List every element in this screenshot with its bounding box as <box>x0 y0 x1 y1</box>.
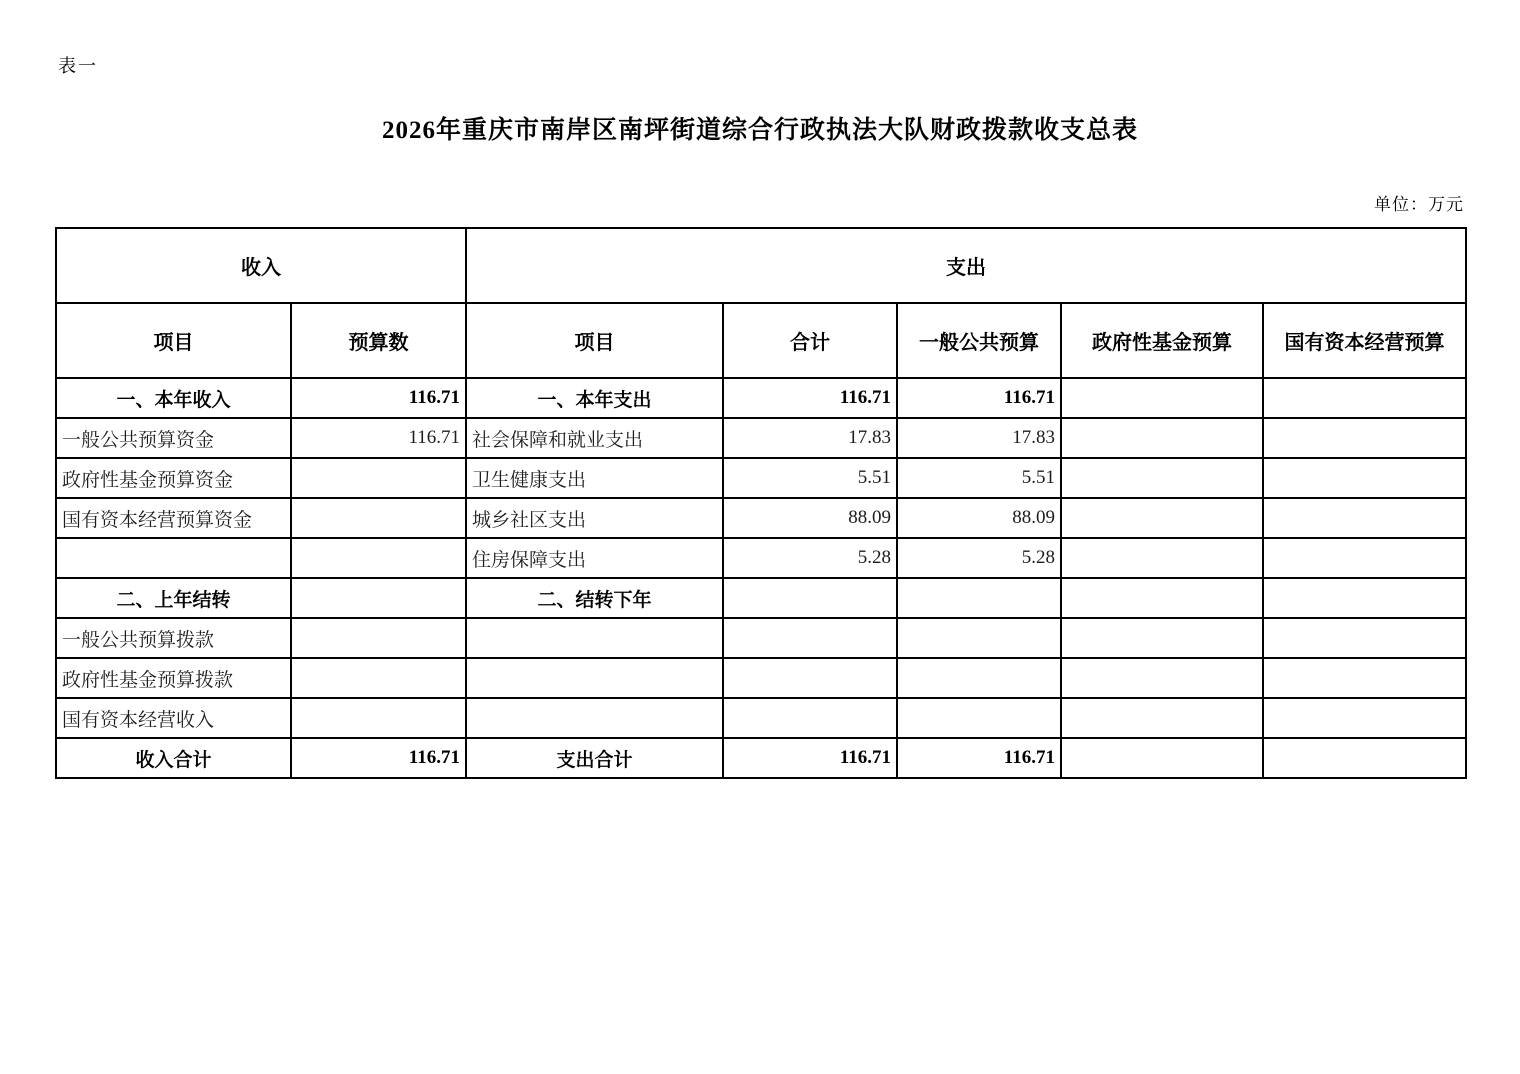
income-value-cell <box>291 658 466 698</box>
general-public-budget-cell: 116.71 <box>897 378 1061 418</box>
income-value-cell: 116.71 <box>291 738 466 778</box>
income-budget-column-header: 预算数 <box>291 303 466 378</box>
table-row <box>56 458 1466 498</box>
expense-item-cell: 社会保障和就业支出 <box>466 418 723 458</box>
table-row <box>56 378 1466 418</box>
expense-total-cell: 5.51 <box>723 458 897 498</box>
general-public-budget-cell <box>897 658 1061 698</box>
income-item-column-header: 项目 <box>56 303 291 378</box>
expense-item-cell: 二、结转下年 <box>466 578 723 618</box>
unit-note: 单位：万元 <box>1374 195 1464 215</box>
income-value-cell: 116.71 <box>291 418 466 458</box>
state-capital-budget-column-header: 国有资本经营预算 <box>1263 303 1466 378</box>
state-capital-budget-cell <box>1263 578 1466 618</box>
income-item-cell: 政府性基金预算资金 <box>56 458 291 498</box>
general-public-budget-cell <box>897 618 1061 658</box>
expense-total-cell: 116.71 <box>723 738 897 778</box>
expense-item-cell: 住房保障支出 <box>466 538 723 578</box>
state-capital-budget-cell <box>1263 618 1466 658</box>
expense-total-cell <box>723 698 897 738</box>
income-value-cell: 116.71 <box>291 378 466 418</box>
expense-item-column-header: 项目 <box>466 303 723 378</box>
gov-fund-budget-cell <box>1061 538 1263 578</box>
income-item-cell: 一般公共预算拨款 <box>56 618 291 658</box>
income-value-cell <box>291 458 466 498</box>
general-public-budget-cell <box>897 578 1061 618</box>
income-value-cell <box>291 498 466 538</box>
income-value-cell <box>291 538 466 578</box>
income-item-cell: 二、上年结转 <box>56 578 291 618</box>
general-public-budget-cell <box>897 698 1061 738</box>
table-label: 表一 <box>58 56 98 77</box>
table-row <box>56 698 1466 738</box>
table-row <box>56 538 1466 578</box>
table-row <box>56 618 1466 658</box>
income-item-cell: 政府性基金预算拨款 <box>56 658 291 698</box>
expense-total-cell: 5.28 <box>723 538 897 578</box>
expense-total-cell: 17.83 <box>723 418 897 458</box>
gov-fund-budget-cell <box>1061 698 1263 738</box>
general-public-budget-cell: 88.09 <box>897 498 1061 538</box>
expense-item-cell <box>466 618 723 658</box>
expense-item-cell <box>466 698 723 738</box>
income-value-cell <box>291 618 466 658</box>
general-public-budget-cell: 116.71 <box>897 738 1061 778</box>
expense-group-header: 支出 <box>466 228 1466 303</box>
income-value-cell <box>291 578 466 618</box>
gov-fund-budget-cell <box>1061 458 1263 498</box>
table-column-header-row <box>56 303 1466 378</box>
state-capital-budget-cell <box>1263 538 1466 578</box>
general-public-budget-cell: 17.83 <box>897 418 1061 458</box>
budget-summary-table <box>55 227 1467 779</box>
gov-fund-budget-cell <box>1061 738 1263 778</box>
state-capital-budget-cell <box>1263 418 1466 458</box>
expense-item-cell: 支出合计 <box>466 738 723 778</box>
income-item-cell: 国有资本经营预算资金 <box>56 498 291 538</box>
general-public-budget-cell: 5.28 <box>897 538 1061 578</box>
table-row <box>56 418 1466 458</box>
income-group-header: 收入 <box>56 228 466 303</box>
income-item-cell: 收入合计 <box>56 738 291 778</box>
table-group-header-row <box>56 228 1466 303</box>
general-public-budget-column-header: 一般公共预算 <box>897 303 1061 378</box>
gov-fund-budget-cell <box>1061 378 1263 418</box>
state-capital-budget-cell <box>1263 498 1466 538</box>
expense-total-cell: 116.71 <box>723 378 897 418</box>
state-capital-budget-cell <box>1263 698 1466 738</box>
state-capital-budget-cell <box>1263 378 1466 418</box>
expense-item-cell: 城乡社区支出 <box>466 498 723 538</box>
table-row <box>56 738 1466 778</box>
expense-total-cell <box>723 658 897 698</box>
income-item-cell: 国有资本经营收入 <box>56 698 291 738</box>
gov-fund-budget-cell <box>1061 498 1263 538</box>
page-title: 2026年重庆市南岸区南坪街道综合行政执法大队财政拨款收支总表 <box>381 117 1138 144</box>
income-item-cell <box>56 538 291 578</box>
table-row <box>56 578 1466 618</box>
general-public-budget-cell: 5.51 <box>897 458 1061 498</box>
income-item-cell: 一般公共预算资金 <box>56 418 291 458</box>
expense-total-column-header: 合计 <box>723 303 897 378</box>
expense-item-cell: 一、本年支出 <box>466 378 723 418</box>
expense-total-cell: 88.09 <box>723 498 897 538</box>
gov-fund-budget-column-header: 政府性基金预算 <box>1061 303 1263 378</box>
gov-fund-budget-cell <box>1061 618 1263 658</box>
expense-total-cell <box>723 578 897 618</box>
gov-fund-budget-cell <box>1061 658 1263 698</box>
table-row <box>56 658 1466 698</box>
gov-fund-budget-cell <box>1061 418 1263 458</box>
income-value-cell <box>291 698 466 738</box>
state-capital-budget-cell <box>1263 458 1466 498</box>
state-capital-budget-cell <box>1263 658 1466 698</box>
gov-fund-budget-cell <box>1061 578 1263 618</box>
income-item-cell: 一、本年收入 <box>56 378 291 418</box>
state-capital-budget-cell <box>1263 738 1466 778</box>
expense-item-cell: 卫生健康支出 <box>466 458 723 498</box>
expense-item-cell <box>466 658 723 698</box>
table-row <box>56 498 1466 538</box>
expense-total-cell <box>723 618 897 658</box>
